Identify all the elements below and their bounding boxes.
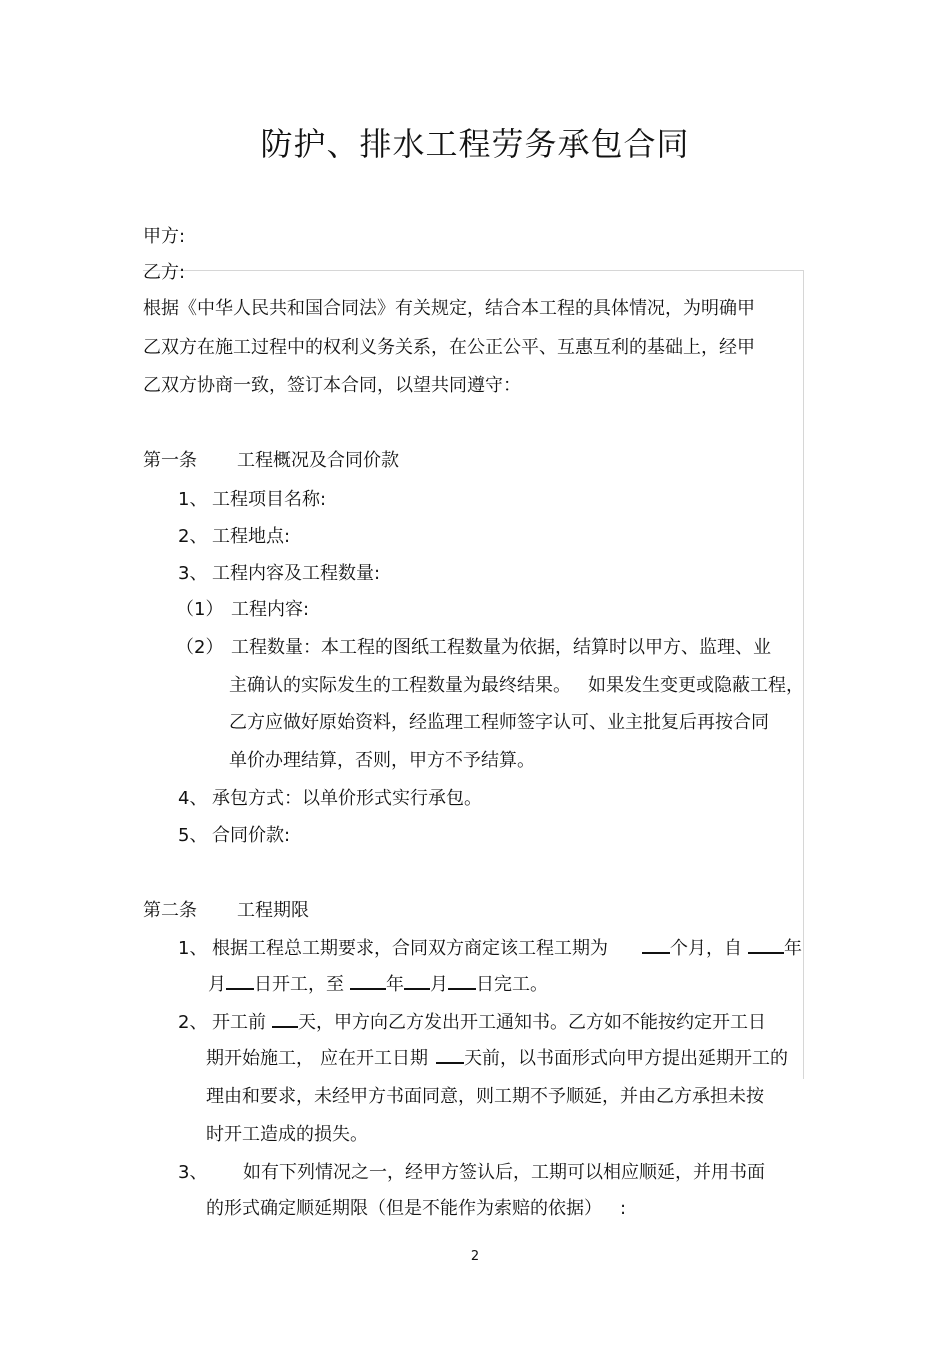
article1-sub2-line: 工程数量：本工程的图纸工程数量为依据，结算时以甲方、监理、业 bbox=[231, 637, 771, 658]
article2-item1-text: 年 bbox=[784, 938, 802, 959]
blank-end-month bbox=[404, 972, 430, 990]
article2-item1-text: 年 bbox=[386, 974, 404, 995]
article2-item2-text: 天前，以书面形式向甲方提出延期开工的 bbox=[464, 1048, 788, 1069]
party-a-label: 甲方: bbox=[143, 226, 186, 247]
article2-item3-line1: 如有下列情况之一，经甲方签认后，工期可以相应顺延，并用书面 bbox=[243, 1162, 765, 1183]
preamble-line: 乙双方协商一致，签订本合同，以望共同遵守： bbox=[143, 375, 521, 396]
article1-item1-number: 1、 bbox=[178, 489, 208, 510]
article1-item3-number: 3、 bbox=[178, 563, 208, 584]
article1-sub1-text: 工程内容: bbox=[231, 599, 310, 620]
article1-heading: 工程概况及合同价款 bbox=[237, 450, 399, 471]
article1-item2-number: 2、 bbox=[178, 526, 208, 547]
preamble-line: 乙双方在施工过程中的权利义务关系，在公正公平、互惠互利的基础上，经甲 bbox=[143, 337, 755, 358]
article2-item1-text: 月 bbox=[430, 974, 448, 995]
article2-item1-text: 日开工，至 bbox=[254, 974, 344, 995]
article1-item4-number: 4、 bbox=[178, 788, 208, 809]
article1-sub2-number: （2） bbox=[176, 637, 224, 658]
article2-item1-line1 bbox=[212, 936, 802, 962]
article2-heading: 工程期限 bbox=[237, 900, 309, 921]
article1-sub2-line: 主确认的实际发生的工程数量为最终结果。 bbox=[229, 675, 571, 696]
article1-sub1-number: （1） bbox=[176, 599, 224, 620]
article1-item1-text: 工程项目名称: bbox=[212, 489, 327, 510]
article2-item2-line4: 时开工造成的损失。 bbox=[206, 1124, 368, 1145]
article2-number: 第二条 bbox=[143, 900, 197, 921]
article2-item2-text: 应在开工日期 bbox=[320, 1048, 428, 1069]
article2-item2-line3: 理由和要求，未经甲方书面同意，则工期不予顺延，并由乙方承担未按 bbox=[206, 1086, 764, 1107]
article2-item2-line2 bbox=[206, 1046, 788, 1072]
article1-sub2-line: 乙方应做好原始资料，经监理工程师签字认可、业主批复后再按合同 bbox=[229, 712, 769, 733]
article1-item2-text: 工程地点: bbox=[212, 526, 291, 547]
article2-item1-text: 根据工程总工期要求，合同双方商定该工程工期为 bbox=[212, 938, 608, 959]
article2-item3-line2-end: : bbox=[620, 1198, 627, 1219]
article2-item2-text: 开工前 bbox=[212, 1012, 266, 1033]
article2-item2-text: 天，甲方向乙方发出开工通知书。乙方如不能按约定开工日 bbox=[298, 1012, 766, 1033]
blank-notice-days bbox=[272, 1010, 298, 1028]
article1-sub2-line: 如果发生变更或隐蔽工程， bbox=[588, 675, 804, 696]
article2-item2-line1 bbox=[212, 1010, 766, 1036]
blank-end-day bbox=[448, 972, 476, 990]
blank-months bbox=[642, 936, 670, 954]
article2-item3-line2: 的形式确定顺延期限（但是不能作为索赔的依据） bbox=[206, 1198, 602, 1219]
article2-item1-number: 1、 bbox=[178, 938, 208, 959]
article2-item1-text: 月 bbox=[208, 974, 226, 995]
document-title: 防护、排水工程劳务承包合同 bbox=[260, 125, 690, 163]
blank-delay-days bbox=[436, 1046, 464, 1064]
article1-sub2-line: 单价办理结算，否则，甲方不予结算。 bbox=[229, 750, 535, 771]
page-number: 2 bbox=[470, 1249, 480, 1264]
blank-start-year bbox=[748, 936, 784, 954]
article2-item2-number: 2、 bbox=[178, 1012, 208, 1033]
article1-item5-text: 合同价款: bbox=[212, 825, 291, 846]
article2-item1-line2 bbox=[208, 972, 548, 998]
blank-end-year bbox=[350, 972, 386, 990]
article2-item1-text: 个月，自 bbox=[670, 938, 742, 959]
article1-item5-number: 5、 bbox=[178, 825, 208, 846]
article1-item3-text: 工程内容及工程数量: bbox=[212, 563, 381, 584]
article2-item1-text: 日完工。 bbox=[476, 974, 548, 995]
blank-start-month bbox=[226, 972, 254, 990]
article2-item2-text: 期开始施工， bbox=[206, 1048, 314, 1069]
preamble-line: 根据《中华人民共和国合同法》有关规定，结合本工程的具体情况，为明确甲 bbox=[143, 298, 755, 319]
party-b-label: 乙方: bbox=[143, 262, 186, 283]
article1-item4-text: 承包方式：以单价形式实行承包。 bbox=[212, 788, 482, 809]
article1-number: 第一条 bbox=[143, 450, 197, 471]
article2-item3-number: 3、 bbox=[178, 1162, 208, 1183]
